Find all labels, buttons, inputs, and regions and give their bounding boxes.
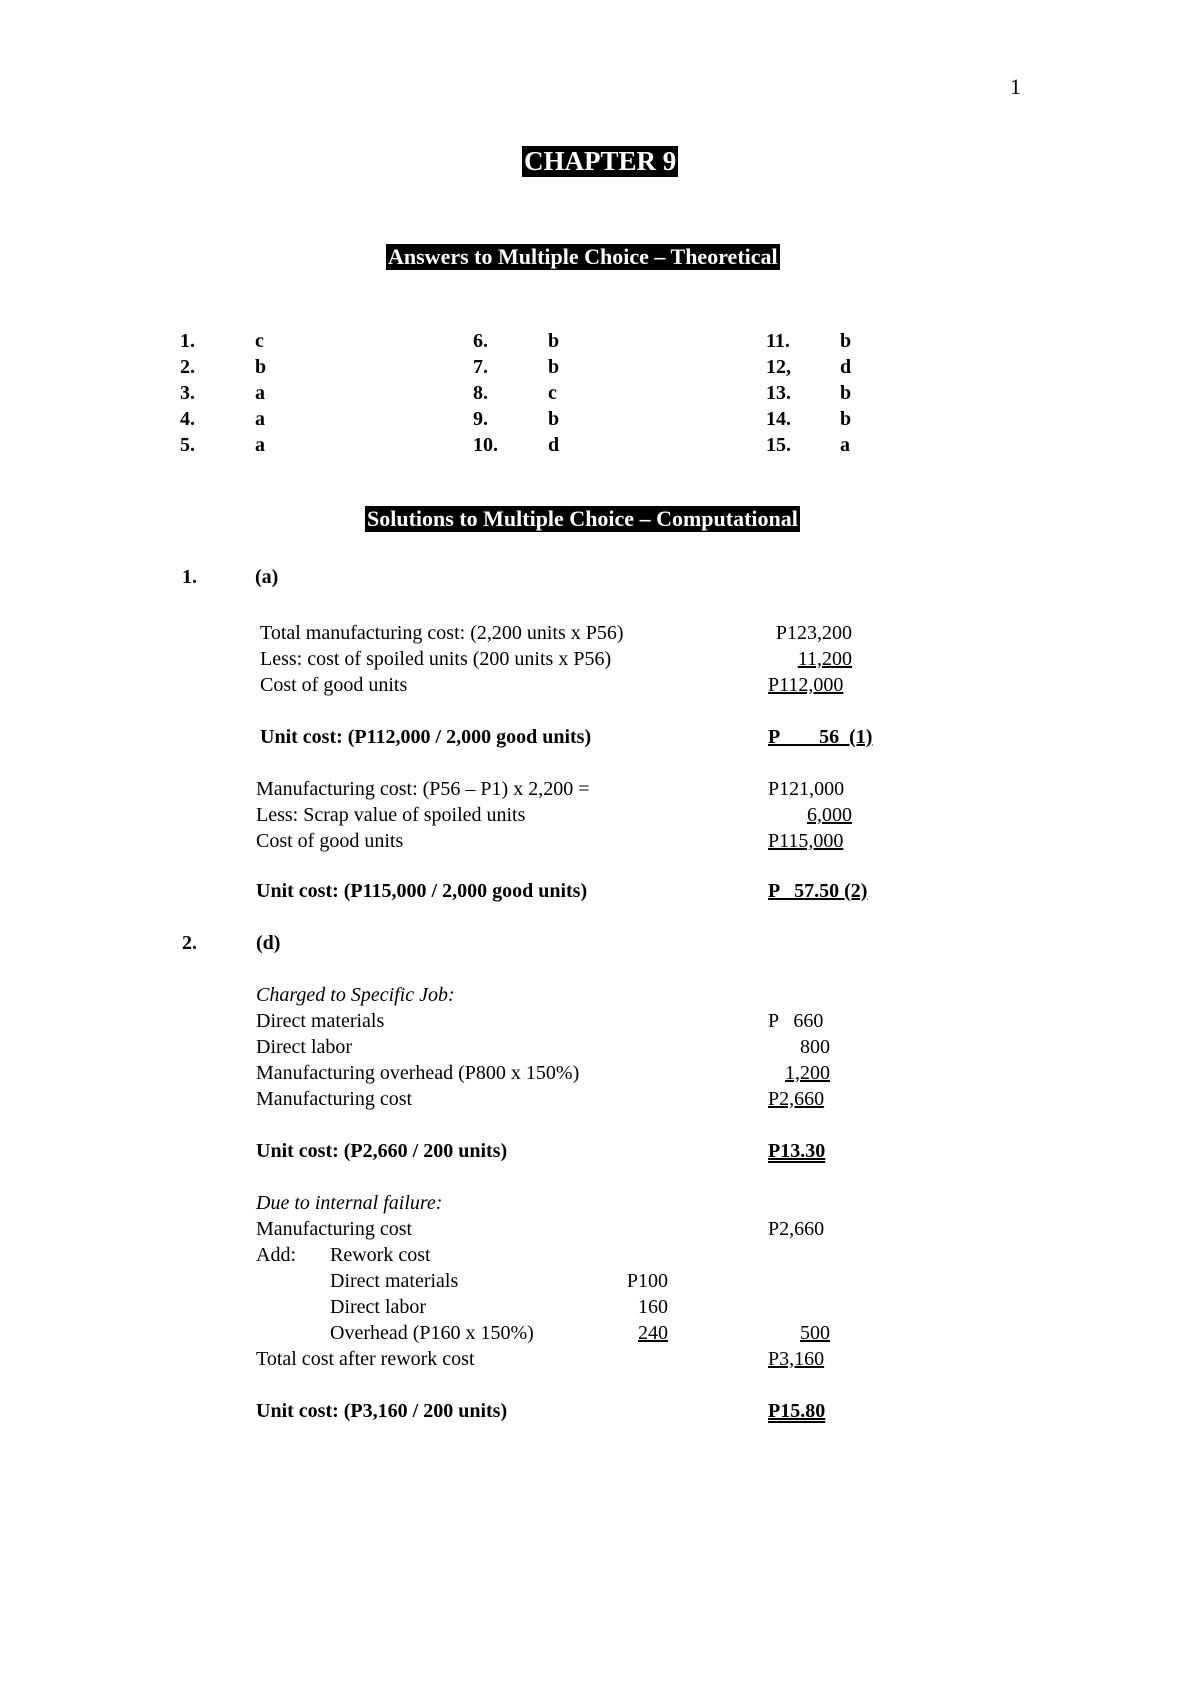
page-number: 1 [1010, 74, 1021, 99]
answer-number: 1. [180, 330, 195, 352]
question-answer: (a) [255, 566, 279, 588]
line-amount: 6,000 [807, 804, 852, 826]
question-number: 1. [182, 566, 197, 588]
answer-letter: b [255, 356, 267, 378]
computational-heading [365, 506, 800, 532]
section-title: Charged to Specific Job: [256, 984, 455, 1006]
question-answer: (d) [256, 932, 281, 954]
line-amount: 800 [800, 1036, 830, 1058]
theoretical-heading-text: Answers to Multiple Choice – Theoretical [388, 244, 778, 269]
chapter-title-text: CHAPTER 9 [524, 146, 677, 176]
unit-cost-label: Unit cost: (P2,660 / 200 units) [256, 1140, 508, 1162]
unit-cost-amount: P15.80 [768, 1400, 826, 1422]
line-label: Less: cost of spoiled units (200 units x P56) [260, 648, 612, 670]
line-amount: P3,160 [768, 1348, 825, 1370]
answer-number: 12, [766, 356, 791, 378]
computational-heading-text: Solutions to Multiple Choice – Computational [367, 506, 798, 531]
answer-number: 15. [766, 434, 791, 456]
answer-letter: c [255, 330, 264, 352]
line-label: Manufacturing cost [256, 1088, 413, 1110]
answer-letter: a [255, 434, 265, 456]
answer-letter: a [255, 382, 265, 404]
chapter-title [522, 146, 678, 177]
line-amount: P115,000 [768, 830, 844, 852]
rework-label: Rework cost [330, 1244, 431, 1266]
rework-item-amount: 160 [638, 1296, 668, 1318]
line-amount: P112,000 [768, 674, 844, 696]
answer-number: 8. [473, 382, 488, 404]
answer-letter: d [548, 434, 560, 456]
unit-cost-amount: P 56 (1) [768, 726, 873, 748]
line-label: Manufacturing overhead (P800 x 150%) [256, 1062, 580, 1084]
unit-cost-amount: P13.30 [768, 1140, 826, 1162]
line-label: Direct materials [256, 1010, 385, 1032]
answer-number: 10. [473, 434, 498, 456]
answer-letter: a [255, 408, 265, 430]
rework-item-label: Direct labor [330, 1296, 427, 1318]
answer-number: 3. [180, 382, 195, 404]
answer-letter: b [548, 408, 560, 430]
rework-item-amount: 240 [638, 1322, 668, 1344]
answer-number: 7. [473, 356, 488, 378]
unit-cost-amount: P 57.50 (2) [768, 880, 868, 902]
line-amount: P 660 [768, 1010, 824, 1032]
answer-number: 13. [766, 382, 791, 404]
answer-number: 9. [473, 408, 488, 430]
answer-number: 6. [473, 330, 488, 352]
line-amount: 11,200 [797, 648, 852, 670]
answer-letter: b [840, 382, 852, 404]
rework-total: 500 [800, 1322, 830, 1344]
answer-letter: b [840, 330, 852, 352]
line-label: Less: Scrap value of spoiled units [256, 804, 526, 826]
line-label: Total manufacturing cost: (2,200 units x P56) [260, 622, 624, 644]
rework-item-label: Overhead (P160 x 150%) [330, 1322, 534, 1344]
answer-letter: c [548, 382, 557, 404]
line-label: Cost of good units [260, 674, 408, 696]
line-amount: 1,200 [785, 1062, 830, 1084]
answer-number: 4. [180, 408, 195, 430]
unit-cost-label: Unit cost: (P115,000 / 2,000 good units) [256, 880, 588, 902]
answer-number: 14. [766, 408, 791, 430]
answer-number: 11. [766, 330, 790, 352]
line-amount: P123,200 [775, 622, 852, 644]
answer-number: 5. [180, 434, 195, 456]
line-amount: P2,660 [768, 1088, 825, 1110]
line-amount: P121,000 [768, 778, 845, 800]
answer-letter: b [548, 356, 560, 378]
add-label: Add: [256, 1244, 296, 1266]
line-label: Direct labor [256, 1036, 353, 1058]
answer-letter: a [840, 434, 850, 456]
rework-item-label: Direct materials [330, 1270, 459, 1292]
line-label: Manufacturing cost: (P56 – P1) x 2,200 = [256, 778, 590, 800]
answer-letter: d [840, 356, 852, 378]
answer-letter: b [548, 330, 560, 352]
unit-cost-label: Unit cost: (P3,160 / 200 units) [256, 1400, 508, 1422]
line-label: Manufacturing cost [256, 1218, 413, 1240]
answer-number: 2. [180, 356, 195, 378]
line-label: Cost of good units [256, 830, 404, 852]
question-number: 2. [182, 932, 197, 954]
rework-item-amount: P100 [626, 1270, 668, 1292]
line-label: Total cost after rework cost [256, 1348, 475, 1370]
theoretical-heading [386, 244, 780, 270]
line-amount: P2,660 [768, 1218, 825, 1240]
section-title: Due to internal failure: [256, 1192, 443, 1214]
unit-cost-label: Unit cost: (P112,000 / 2,000 good units) [260, 726, 592, 748]
answer-letter: b [840, 408, 852, 430]
